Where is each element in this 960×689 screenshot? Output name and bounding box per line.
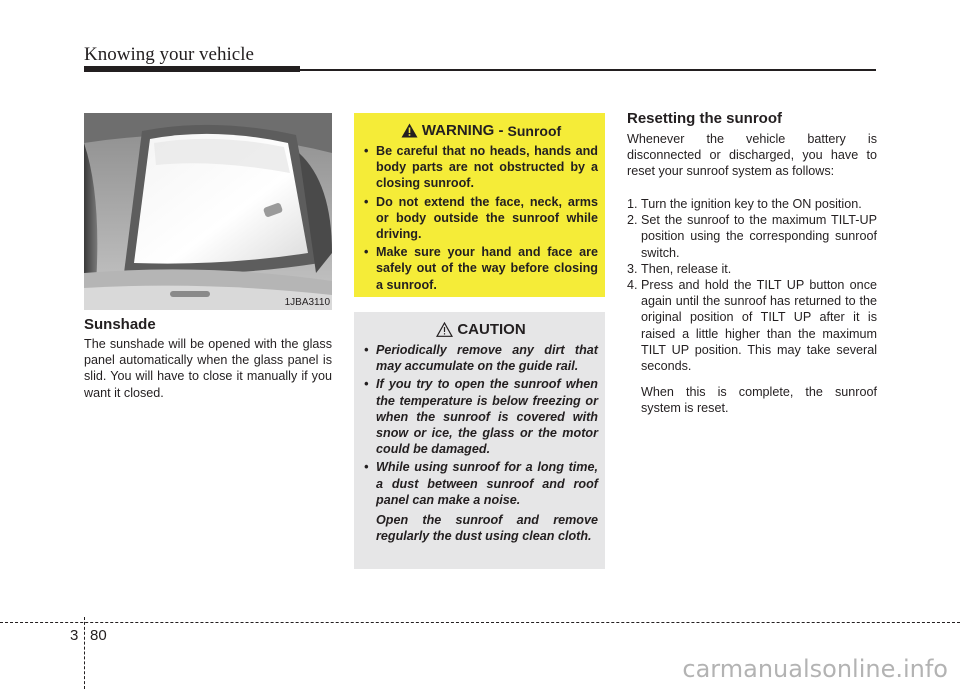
page-number: 80 [90, 627, 107, 644]
list-item: • If you try to open the sunroof when the temperature is below freezing or when the sunroof is covered with snow or ice, the glass or the motor could be damaged. [364, 377, 598, 457]
warning-triangle-icon [401, 123, 418, 138]
reset-intro: Whenever the vehicle battery is disconnected or discharged, you have to reset your sunroof system as follows: [627, 132, 877, 179]
footer-rule [0, 622, 960, 623]
list-item: • Be careful that no heads, hands and body parts are not obstructed by a closing sunroof. [364, 144, 598, 191]
sunshade-text: The sunshade will be opened with the glass panel automatically when the glass panel is slid. You will have to close it manually if you want it closed. [84, 337, 332, 400]
reset-steps [627, 196, 877, 374]
page-header-title: Knowing your vehicle [84, 44, 254, 65]
list-item: • Make sure your hand and face are safely out of the way before closing a sunroof. [364, 245, 598, 292]
header-rule-thick [84, 66, 300, 72]
bullet-icon: • [364, 460, 369, 475]
bullet-icon: • [364, 245, 369, 260]
caution-triangle-icon [436, 322, 453, 337]
caution-title: CAUTION [457, 321, 526, 338]
bullet-icon: • [364, 144, 369, 158]
list-item: • While using sunroof for a long time, a dust between sunroof and roof panel can make a noise. [364, 460, 598, 507]
list-item: • Do not extend the face, neck, arms or body outside the sunroof while driving. [364, 194, 598, 242]
warning-box [354, 113, 605, 297]
warning-title-row [364, 122, 598, 139]
header-rule-thin [300, 69, 876, 71]
bullet-icon: • [364, 377, 369, 392]
chapter-number: 3 [70, 627, 79, 644]
warning-subtitle: Sunroof [507, 122, 562, 139]
list-item: 4. Press and hold the TILT UP button once again until the sunroof has returned to the original position of TILT UP after it is raised a little higher than the maximum TILT UP position. This may take several seconds. [627, 278, 877, 374]
list-item: 1. Turn the ignition key to the ON position. [627, 197, 862, 211]
footer-divider [84, 617, 86, 689]
caution-box [354, 312, 605, 569]
sunshade-heading: Sunshade [84, 316, 156, 333]
sunroof-photo [84, 113, 332, 310]
list-item: • Periodically remove any dirt that may accumulate on the guide rail. [364, 343, 598, 374]
caution-title-row [364, 321, 598, 338]
warning-list [364, 143, 598, 293]
list-item: 3. Then, release it. [627, 261, 732, 276]
bullet-icon: • [364, 343, 369, 357]
warning-title: WARNING - [421, 122, 504, 139]
photo-code: 1JBA3110 [284, 297, 330, 308]
sunroof-photo-illustration [84, 113, 332, 310]
caution-extra-text: Open the sunroof and remove regularly the dust using clean cloth. [376, 513, 598, 544]
bullet-icon: • [364, 194, 369, 209]
watermark: carmanualsonline.info [682, 655, 948, 683]
list-item: 2. Set the sunroof to the maximum TILT-UP position using the corresponding sunroof switch. [627, 213, 877, 260]
reset-heading: Resetting the sunroof [627, 110, 783, 127]
reset-done-text: When this is complete, the sunroof system is reset. [641, 385, 877, 416]
caution-list [364, 342, 598, 508]
